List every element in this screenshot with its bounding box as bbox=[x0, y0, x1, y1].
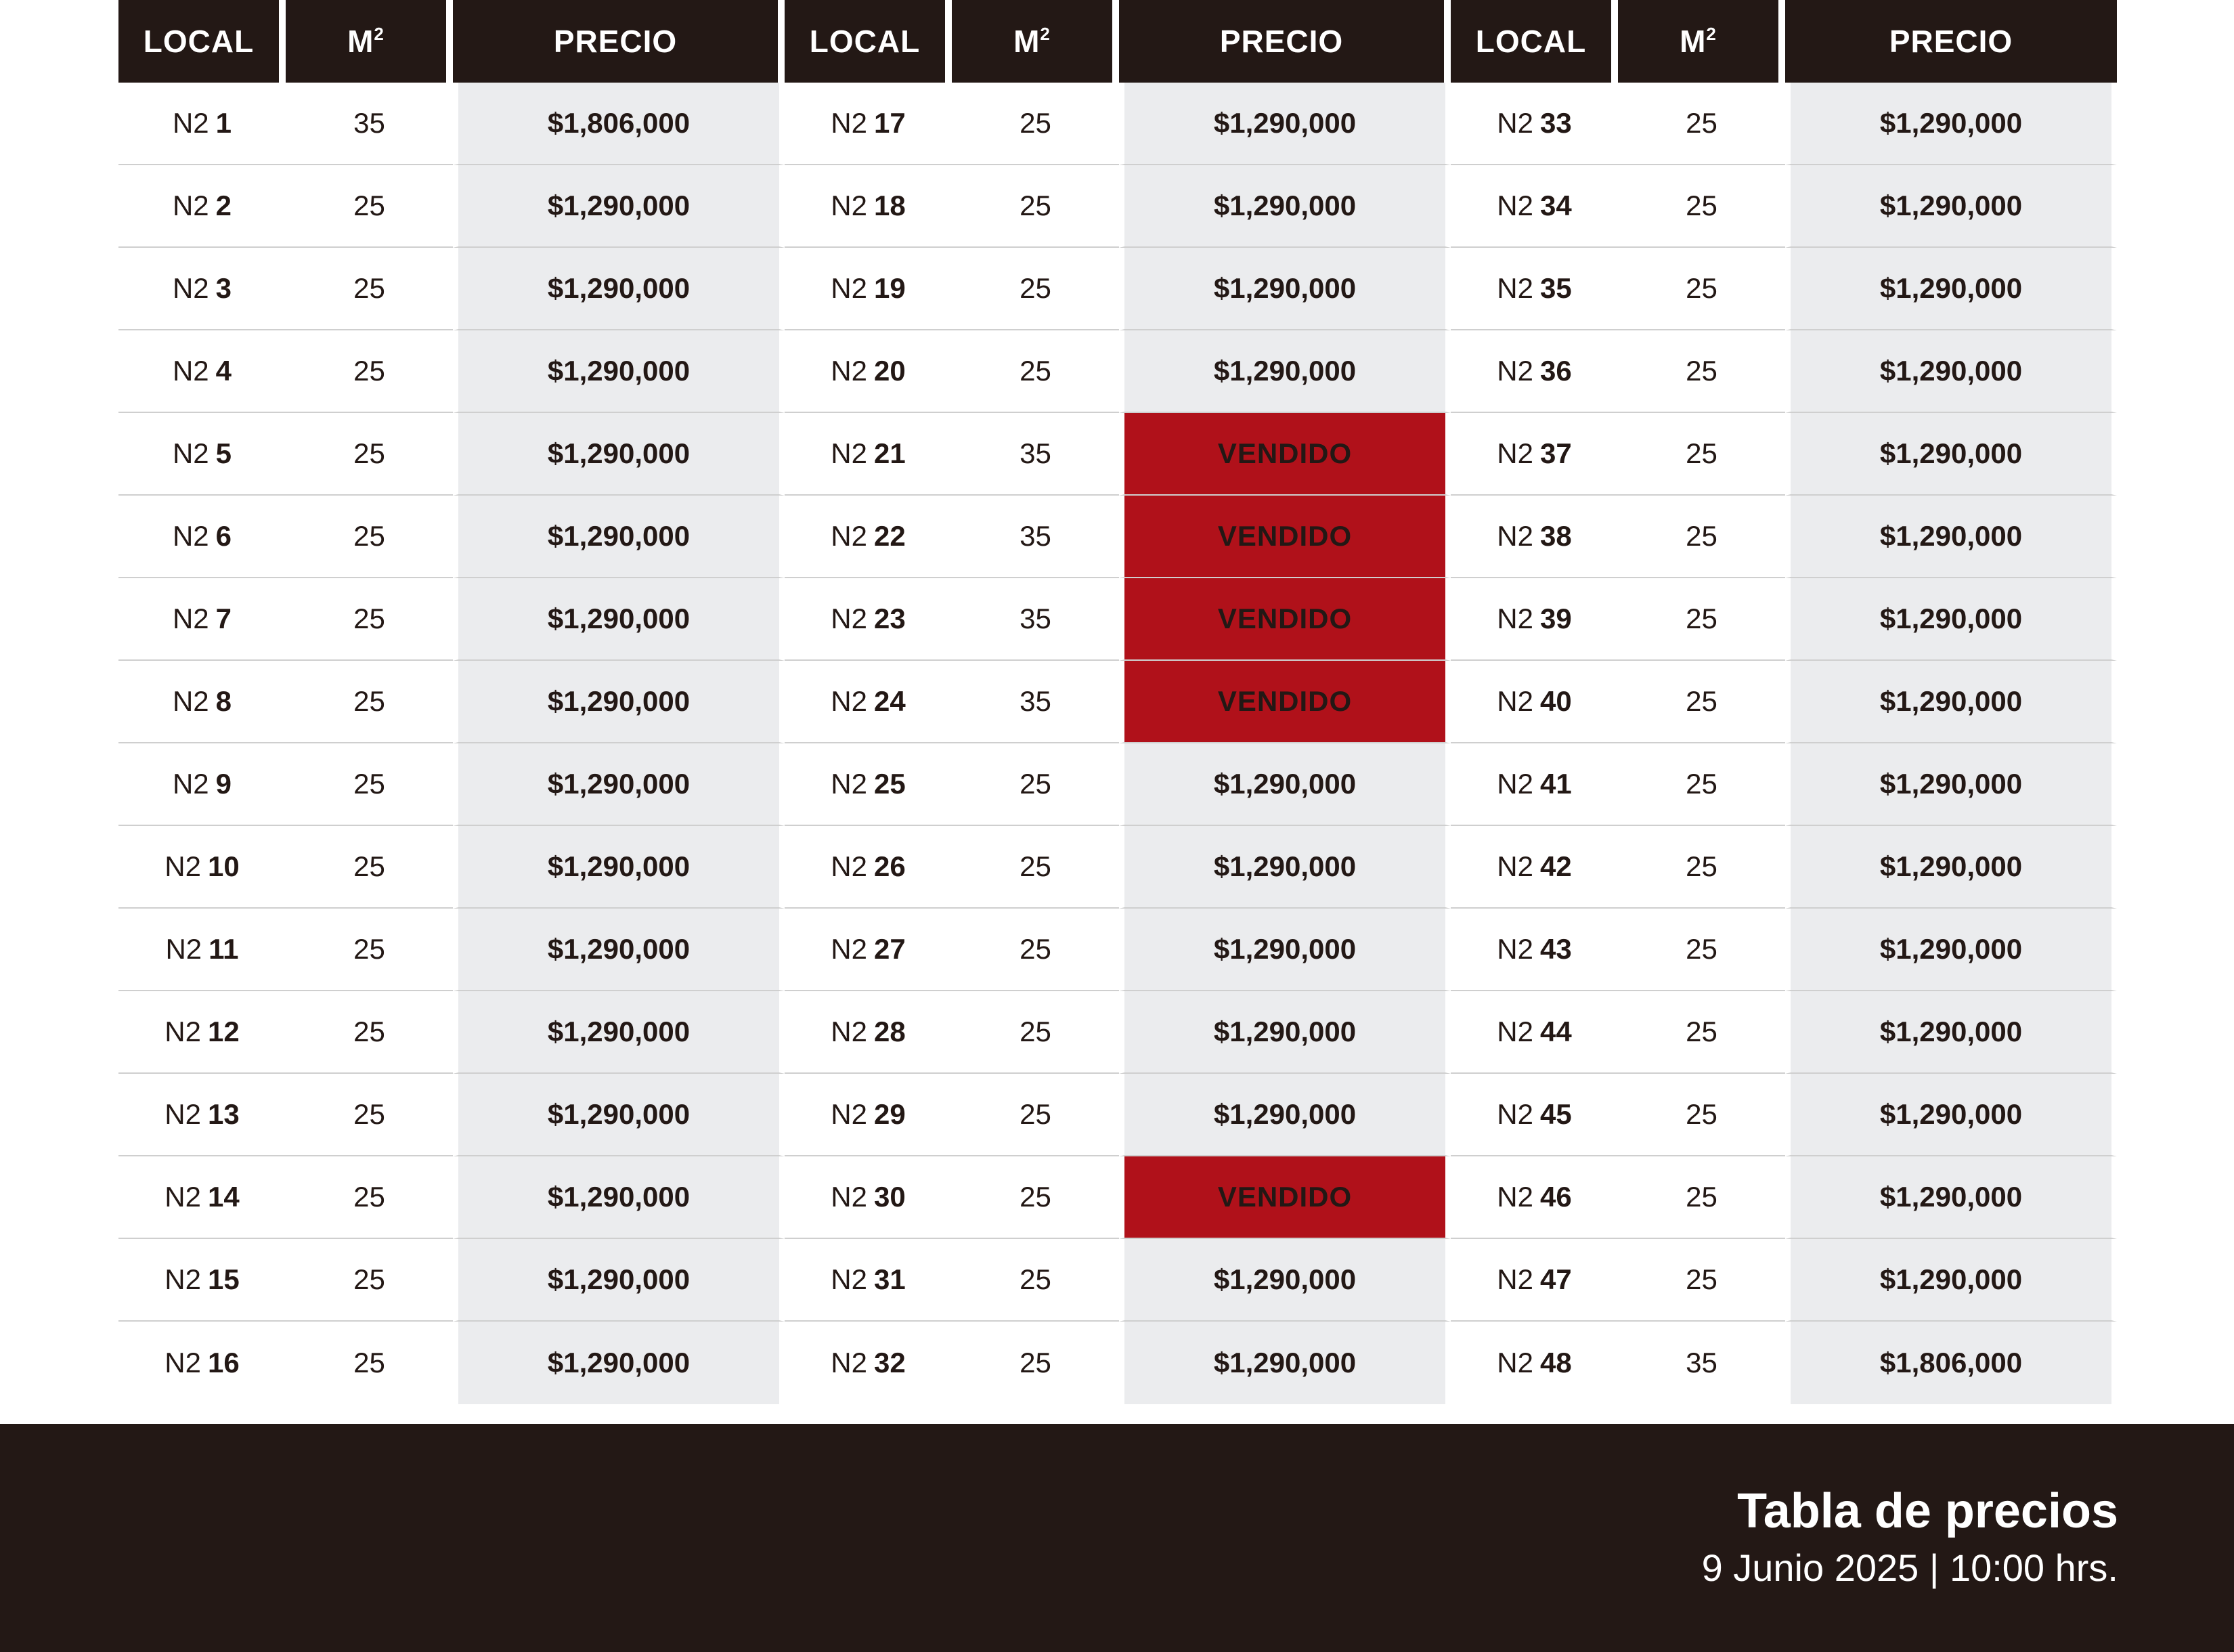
local-number: 15 bbox=[207, 1263, 240, 1295]
price-cell: $1,290,000 bbox=[453, 248, 785, 330]
local-cell bbox=[1451, 909, 1618, 991]
m2-cell: 35 bbox=[952, 413, 1119, 496]
local-prefix: N2 bbox=[172, 272, 209, 304]
local-number: 39 bbox=[1539, 603, 1572, 634]
m2-cell: 25 bbox=[1618, 661, 1785, 743]
m2-cell: 25 bbox=[952, 330, 1119, 413]
local-prefix: N2 bbox=[831, 1347, 867, 1378]
local-prefix: N2 bbox=[831, 190, 867, 221]
local-prefix: N2 bbox=[165, 1181, 201, 1213]
local-cell bbox=[118, 1074, 286, 1156]
m2-cell: 25 bbox=[1618, 909, 1785, 991]
local-prefix: N2 bbox=[1497, 685, 1533, 717]
local-number: 10 bbox=[207, 850, 240, 882]
local-cell bbox=[118, 413, 286, 496]
table-body bbox=[118, 83, 2117, 1404]
local-cell bbox=[118, 909, 286, 991]
local-prefix: N2 bbox=[831, 603, 867, 634]
m2-cell: 25 bbox=[952, 1239, 1119, 1322]
local-prefix: N2 bbox=[1497, 520, 1533, 552]
sold-badge: VENDIDO bbox=[1119, 1156, 1451, 1239]
price-cell: $1,290,000 bbox=[1119, 248, 1451, 330]
header-m2-sup: 2 bbox=[1040, 24, 1051, 44]
table-row bbox=[118, 826, 2117, 909]
local-number: 11 bbox=[209, 933, 239, 965]
header-m2-base: M bbox=[1680, 24, 1707, 59]
local-prefix: N2 bbox=[831, 1181, 867, 1213]
local-prefix: N2 bbox=[1497, 1016, 1533, 1047]
local-prefix: N2 bbox=[1497, 107, 1533, 139]
local-prefix: N2 bbox=[831, 1016, 867, 1047]
local-cell bbox=[1451, 826, 1618, 909]
price-cell: $1,290,000 bbox=[1785, 661, 2117, 743]
local-prefix: N2 bbox=[1497, 850, 1533, 882]
local-cell bbox=[785, 661, 952, 743]
local-cell bbox=[785, 165, 952, 248]
local-prefix: N2 bbox=[1497, 933, 1533, 965]
price-cell: $1,290,000 bbox=[1785, 83, 2117, 165]
local-prefix: N2 bbox=[165, 1016, 201, 1047]
sold-badge: VENDIDO bbox=[1119, 578, 1451, 661]
local-prefix: N2 bbox=[1497, 1181, 1533, 1213]
price-cell: $1,290,000 bbox=[1119, 991, 1451, 1074]
m2-cell: 25 bbox=[286, 165, 453, 248]
local-cell bbox=[785, 413, 952, 496]
m2-cell: 25 bbox=[1618, 1074, 1785, 1156]
local-number: 3 bbox=[215, 272, 232, 304]
header-price: PRECIO bbox=[453, 0, 785, 83]
local-prefix: N2 bbox=[1497, 272, 1533, 304]
local-prefix: N2 bbox=[165, 1263, 201, 1295]
price-cell: $1,290,000 bbox=[1119, 826, 1451, 909]
m2-cell: 25 bbox=[286, 1156, 453, 1239]
m2-cell: 35 bbox=[1686, 1347, 1717, 1378]
local-cell bbox=[118, 1322, 286, 1404]
local-number: 19 bbox=[873, 272, 906, 304]
price-cell: $1,290,000 bbox=[453, 496, 785, 578]
m2-cell: 25 bbox=[1618, 496, 1785, 578]
local-cell bbox=[1451, 330, 1618, 413]
local-cell bbox=[785, 1074, 952, 1156]
table-row bbox=[118, 743, 2117, 826]
m2-cell: 25 bbox=[1618, 578, 1785, 661]
price-cell: $1,290,000 bbox=[1119, 83, 1451, 165]
local-cell bbox=[785, 826, 952, 909]
m2-cell: 25 bbox=[952, 991, 1119, 1074]
header-m2 bbox=[286, 0, 453, 83]
m2-cell: 25 bbox=[952, 826, 1119, 909]
price-cell: $1,290,000 bbox=[1785, 743, 2117, 826]
m2-cell: 35 bbox=[952, 496, 1119, 578]
table-row bbox=[118, 248, 2117, 330]
price-cell: $1,290,000 bbox=[1119, 743, 1451, 826]
m2-cell: 25 bbox=[286, 578, 453, 661]
price-cell: $1,290,000 bbox=[1785, 1074, 2117, 1156]
local-prefix: N2 bbox=[831, 933, 867, 965]
header-m2-base: M bbox=[1013, 24, 1041, 59]
local-prefix: N2 bbox=[172, 685, 209, 717]
m2-cell: 25 bbox=[286, 1239, 453, 1322]
local-number: 26 bbox=[873, 850, 906, 882]
m2-cell: 25 bbox=[952, 1074, 1119, 1156]
m2-cell: 25 bbox=[1618, 83, 1785, 165]
table-row bbox=[118, 83, 2117, 165]
local-cell bbox=[785, 496, 952, 578]
local-number: 18 bbox=[873, 190, 906, 221]
local-number: 7 bbox=[215, 603, 232, 634]
m2-cell: 25 bbox=[286, 661, 453, 743]
local-cell bbox=[1451, 743, 1618, 826]
local-cell bbox=[785, 83, 952, 165]
local-number: 4 bbox=[215, 355, 232, 387]
footer-bar bbox=[0, 1424, 2234, 1652]
price-cell: $1,290,000 bbox=[453, 413, 785, 496]
local-cell bbox=[118, 578, 286, 661]
m2-cell: 25 bbox=[286, 248, 453, 330]
m2-cell: 25 bbox=[952, 165, 1119, 248]
m2-cell: 25 bbox=[286, 826, 453, 909]
m2-cell: 25 bbox=[1618, 1239, 1785, 1322]
local-number: 35 bbox=[1539, 272, 1572, 304]
footer-title: Tabla de precios bbox=[1737, 1484, 2118, 1538]
m2-cell: 25 bbox=[952, 909, 1119, 991]
local-cell bbox=[785, 330, 952, 413]
table-row bbox=[118, 578, 2117, 661]
local-cell bbox=[118, 826, 286, 909]
local-cell bbox=[785, 991, 952, 1074]
local-prefix: N2 bbox=[165, 1347, 201, 1378]
local-prefix: N2 bbox=[172, 107, 209, 139]
local-number: 38 bbox=[1539, 520, 1572, 552]
local-cell bbox=[785, 743, 952, 826]
price-cell: $1,290,000 bbox=[1119, 1322, 1451, 1404]
local-prefix: N2 bbox=[1497, 1347, 1533, 1378]
price-cell: $1,290,000 bbox=[1785, 1156, 2117, 1239]
price-cell: $1,290,000 bbox=[1785, 248, 2117, 330]
header-m2-sup: 2 bbox=[1706, 24, 1717, 44]
local-prefix: N2 bbox=[831, 272, 867, 304]
local-number: 21 bbox=[873, 437, 906, 469]
local-number: 28 bbox=[873, 1016, 906, 1047]
local-prefix: N2 bbox=[1497, 768, 1533, 800]
local-prefix: N2 bbox=[165, 1098, 201, 1130]
header-price: PRECIO bbox=[1785, 0, 2117, 83]
price-cell: $1,806,000 bbox=[453, 83, 785, 165]
m2-cell: 25 bbox=[1618, 413, 1785, 496]
price-cell: $1,290,000 bbox=[453, 991, 785, 1074]
local-prefix: N2 bbox=[172, 355, 209, 387]
sold-badge: VENDIDO bbox=[1119, 413, 1451, 496]
table-row bbox=[118, 1322, 2117, 1404]
price-cell: $1,290,000 bbox=[453, 330, 785, 413]
local-cell bbox=[118, 248, 286, 330]
price-cell: $1,290,000 bbox=[1785, 165, 2117, 248]
local-cell bbox=[1451, 1074, 1618, 1156]
price-cell: $1,290,000 bbox=[1785, 909, 2117, 991]
local-cell bbox=[785, 1322, 952, 1404]
local-cell bbox=[1451, 991, 1618, 1074]
m2-cell: 25 bbox=[1618, 1156, 1785, 1239]
m2-cell: 25 bbox=[286, 1074, 453, 1156]
local-number: 34 bbox=[1539, 190, 1572, 221]
local-cell bbox=[118, 1156, 286, 1239]
local-cell bbox=[1451, 248, 1618, 330]
price-cell: $1,290,000 bbox=[453, 661, 785, 743]
m2-cell: 25 bbox=[1020, 1347, 1051, 1378]
local-cell bbox=[1451, 1322, 1618, 1404]
local-number: 46 bbox=[1539, 1181, 1572, 1213]
local-cell bbox=[118, 496, 286, 578]
local-cell bbox=[785, 1156, 952, 1239]
local-cell bbox=[785, 578, 952, 661]
local-prefix: N2 bbox=[172, 603, 209, 634]
m2-cell: 35 bbox=[952, 661, 1119, 743]
m2-cell: 25 bbox=[1618, 330, 1785, 413]
table-header-row bbox=[118, 0, 2117, 83]
local-number: 1 bbox=[215, 107, 232, 139]
local-cell bbox=[785, 909, 952, 991]
price-table bbox=[118, 0, 2117, 1404]
price-cell: $1,290,000 bbox=[453, 826, 785, 909]
local-number: 6 bbox=[215, 520, 232, 552]
header-m2-sup: 2 bbox=[374, 24, 385, 44]
local-cell bbox=[1451, 83, 1618, 165]
local-prefix: N2 bbox=[831, 1263, 867, 1295]
local-number: 8 bbox=[215, 685, 232, 717]
price-cell: $1,290,000 bbox=[453, 1322, 785, 1404]
local-number: 23 bbox=[873, 603, 906, 634]
price-cell: $1,290,000 bbox=[1119, 330, 1451, 413]
local-cell bbox=[785, 1239, 952, 1322]
local-prefix: N2 bbox=[172, 190, 209, 221]
local-number: 36 bbox=[1539, 355, 1572, 387]
price-cell: $1,290,000 bbox=[453, 165, 785, 248]
local-prefix: N2 bbox=[172, 520, 209, 552]
price-cell: $1,290,000 bbox=[453, 578, 785, 661]
local-prefix: N2 bbox=[831, 1098, 867, 1130]
local-cell bbox=[1451, 578, 1618, 661]
m2-cell: 25 bbox=[1618, 248, 1785, 330]
local-number: 47 bbox=[1539, 1263, 1572, 1295]
local-number: 45 bbox=[1539, 1098, 1572, 1130]
local-prefix: N2 bbox=[1497, 190, 1533, 221]
local-number: 12 bbox=[207, 1016, 240, 1047]
price-cell: $1,290,000 bbox=[1119, 1074, 1451, 1156]
m2-cell: 35 bbox=[286, 83, 453, 165]
m2-cell: 25 bbox=[286, 743, 453, 826]
local-cell bbox=[785, 248, 952, 330]
local-cell bbox=[118, 661, 286, 743]
local-number: 16 bbox=[207, 1347, 240, 1378]
table-row bbox=[118, 330, 2117, 413]
header-local: LOCAL bbox=[1451, 0, 1618, 83]
local-number: 13 bbox=[207, 1098, 240, 1130]
price-cell: $1,290,000 bbox=[453, 909, 785, 991]
local-number: 17 bbox=[873, 107, 906, 139]
local-prefix: N2 bbox=[1497, 1098, 1533, 1130]
m2-cell: 25 bbox=[952, 83, 1119, 165]
local-cell bbox=[1451, 661, 1618, 743]
local-number: 43 bbox=[1539, 933, 1572, 965]
local-number: 48 bbox=[1539, 1347, 1572, 1378]
price-cell: $1,290,000 bbox=[1785, 330, 2117, 413]
local-prefix: N2 bbox=[831, 520, 867, 552]
local-prefix: N2 bbox=[172, 437, 209, 469]
header-m2 bbox=[952, 0, 1119, 83]
m2-cell: 25 bbox=[286, 909, 453, 991]
table-row bbox=[118, 909, 2117, 991]
local-number: 27 bbox=[873, 933, 906, 965]
header-m2 bbox=[1618, 0, 1785, 83]
price-cell: $1,290,000 bbox=[1785, 413, 2117, 496]
price-cell: $1,290,000 bbox=[453, 1239, 785, 1322]
local-prefix: N2 bbox=[831, 850, 867, 882]
m2-cell: 25 bbox=[952, 248, 1119, 330]
local-number: 20 bbox=[873, 355, 906, 387]
local-prefix: N2 bbox=[165, 850, 201, 882]
local-cell bbox=[1451, 413, 1618, 496]
local-cell bbox=[1451, 1239, 1618, 1322]
local-cell bbox=[118, 83, 286, 165]
price-cell: $1,290,000 bbox=[1119, 909, 1451, 991]
price-cell: $1,290,000 bbox=[1785, 1239, 2117, 1322]
local-prefix: N2 bbox=[172, 768, 209, 800]
m2-cell: 25 bbox=[353, 1347, 385, 1378]
local-prefix: N2 bbox=[1497, 603, 1533, 634]
local-number: 2 bbox=[215, 190, 232, 221]
table-row bbox=[118, 1156, 2117, 1239]
table-row bbox=[118, 991, 2117, 1074]
table-row bbox=[118, 661, 2117, 743]
local-number: 40 bbox=[1539, 685, 1572, 717]
local-prefix: N2 bbox=[831, 355, 867, 387]
sold-badge: VENDIDO bbox=[1119, 661, 1451, 743]
table-row bbox=[118, 496, 2117, 578]
local-cell bbox=[1451, 1156, 1618, 1239]
m2-cell: 25 bbox=[1618, 826, 1785, 909]
m2-cell: 25 bbox=[952, 1156, 1119, 1239]
price-cell: $1,290,000 bbox=[1119, 165, 1451, 248]
m2-cell: 25 bbox=[286, 413, 453, 496]
m2-cell: 25 bbox=[286, 991, 453, 1074]
local-number: 33 bbox=[1539, 107, 1572, 139]
table-row bbox=[118, 1074, 2117, 1156]
header-m2-base: M bbox=[347, 24, 374, 59]
m2-cell: 35 bbox=[952, 578, 1119, 661]
local-prefix: N2 bbox=[1497, 355, 1533, 387]
price-cell: $1,290,000 bbox=[453, 1156, 785, 1239]
local-number: 31 bbox=[873, 1263, 906, 1295]
header-local: LOCAL bbox=[785, 0, 952, 83]
price-cell: $1,290,000 bbox=[1119, 1239, 1451, 1322]
m2-cell: 25 bbox=[1618, 991, 1785, 1074]
local-prefix: N2 bbox=[165, 933, 202, 965]
local-cell bbox=[118, 991, 286, 1074]
price-cell: $1,290,000 bbox=[453, 1074, 785, 1156]
header-price: PRECIO bbox=[1119, 0, 1451, 83]
local-number: 32 bbox=[873, 1347, 906, 1378]
local-cell bbox=[118, 330, 286, 413]
table-row bbox=[118, 1239, 2117, 1322]
local-prefix: N2 bbox=[1497, 1263, 1533, 1295]
local-prefix: N2 bbox=[831, 768, 867, 800]
local-number: 24 bbox=[873, 685, 906, 717]
sold-badge: VENDIDO bbox=[1119, 496, 1451, 578]
price-cell: $1,806,000 bbox=[1785, 1322, 2117, 1404]
local-number: 42 bbox=[1539, 850, 1572, 882]
price-cell: $1,290,000 bbox=[1785, 826, 2117, 909]
footer-date: 9 Junio 2025 | 10:00 hrs. bbox=[1701, 1546, 2118, 1589]
local-number: 29 bbox=[873, 1098, 906, 1130]
local-prefix: N2 bbox=[1497, 437, 1533, 469]
m2-cell: 25 bbox=[1618, 743, 1785, 826]
local-number: 14 bbox=[207, 1181, 240, 1213]
price-cell: $1,290,000 bbox=[1785, 496, 2117, 578]
price-cell: $1,290,000 bbox=[453, 743, 785, 826]
local-number: 30 bbox=[873, 1181, 906, 1213]
local-number: 25 bbox=[873, 768, 906, 800]
local-cell bbox=[1451, 165, 1618, 248]
price-cell: $1,290,000 bbox=[1785, 578, 2117, 661]
local-number: 37 bbox=[1539, 437, 1572, 469]
local-cell bbox=[118, 1239, 286, 1322]
local-prefix: N2 bbox=[831, 107, 867, 139]
header-local: LOCAL bbox=[118, 0, 286, 83]
local-cell bbox=[118, 165, 286, 248]
local-number: 44 bbox=[1539, 1016, 1572, 1047]
local-number: 9 bbox=[215, 768, 232, 800]
m2-cell: 25 bbox=[286, 330, 453, 413]
local-number: 22 bbox=[873, 520, 906, 552]
m2-cell: 25 bbox=[952, 743, 1119, 826]
local-cell bbox=[118, 743, 286, 826]
m2-cell: 25 bbox=[1618, 165, 1785, 248]
local-prefix: N2 bbox=[831, 437, 867, 469]
local-number: 41 bbox=[1539, 768, 1572, 800]
m2-cell: 25 bbox=[286, 496, 453, 578]
table-row bbox=[118, 165, 2117, 248]
local-cell bbox=[1451, 496, 1618, 578]
local-number: 5 bbox=[215, 437, 232, 469]
price-cell: $1,290,000 bbox=[1785, 991, 2117, 1074]
local-prefix: N2 bbox=[831, 685, 867, 717]
table-row bbox=[118, 413, 2117, 496]
